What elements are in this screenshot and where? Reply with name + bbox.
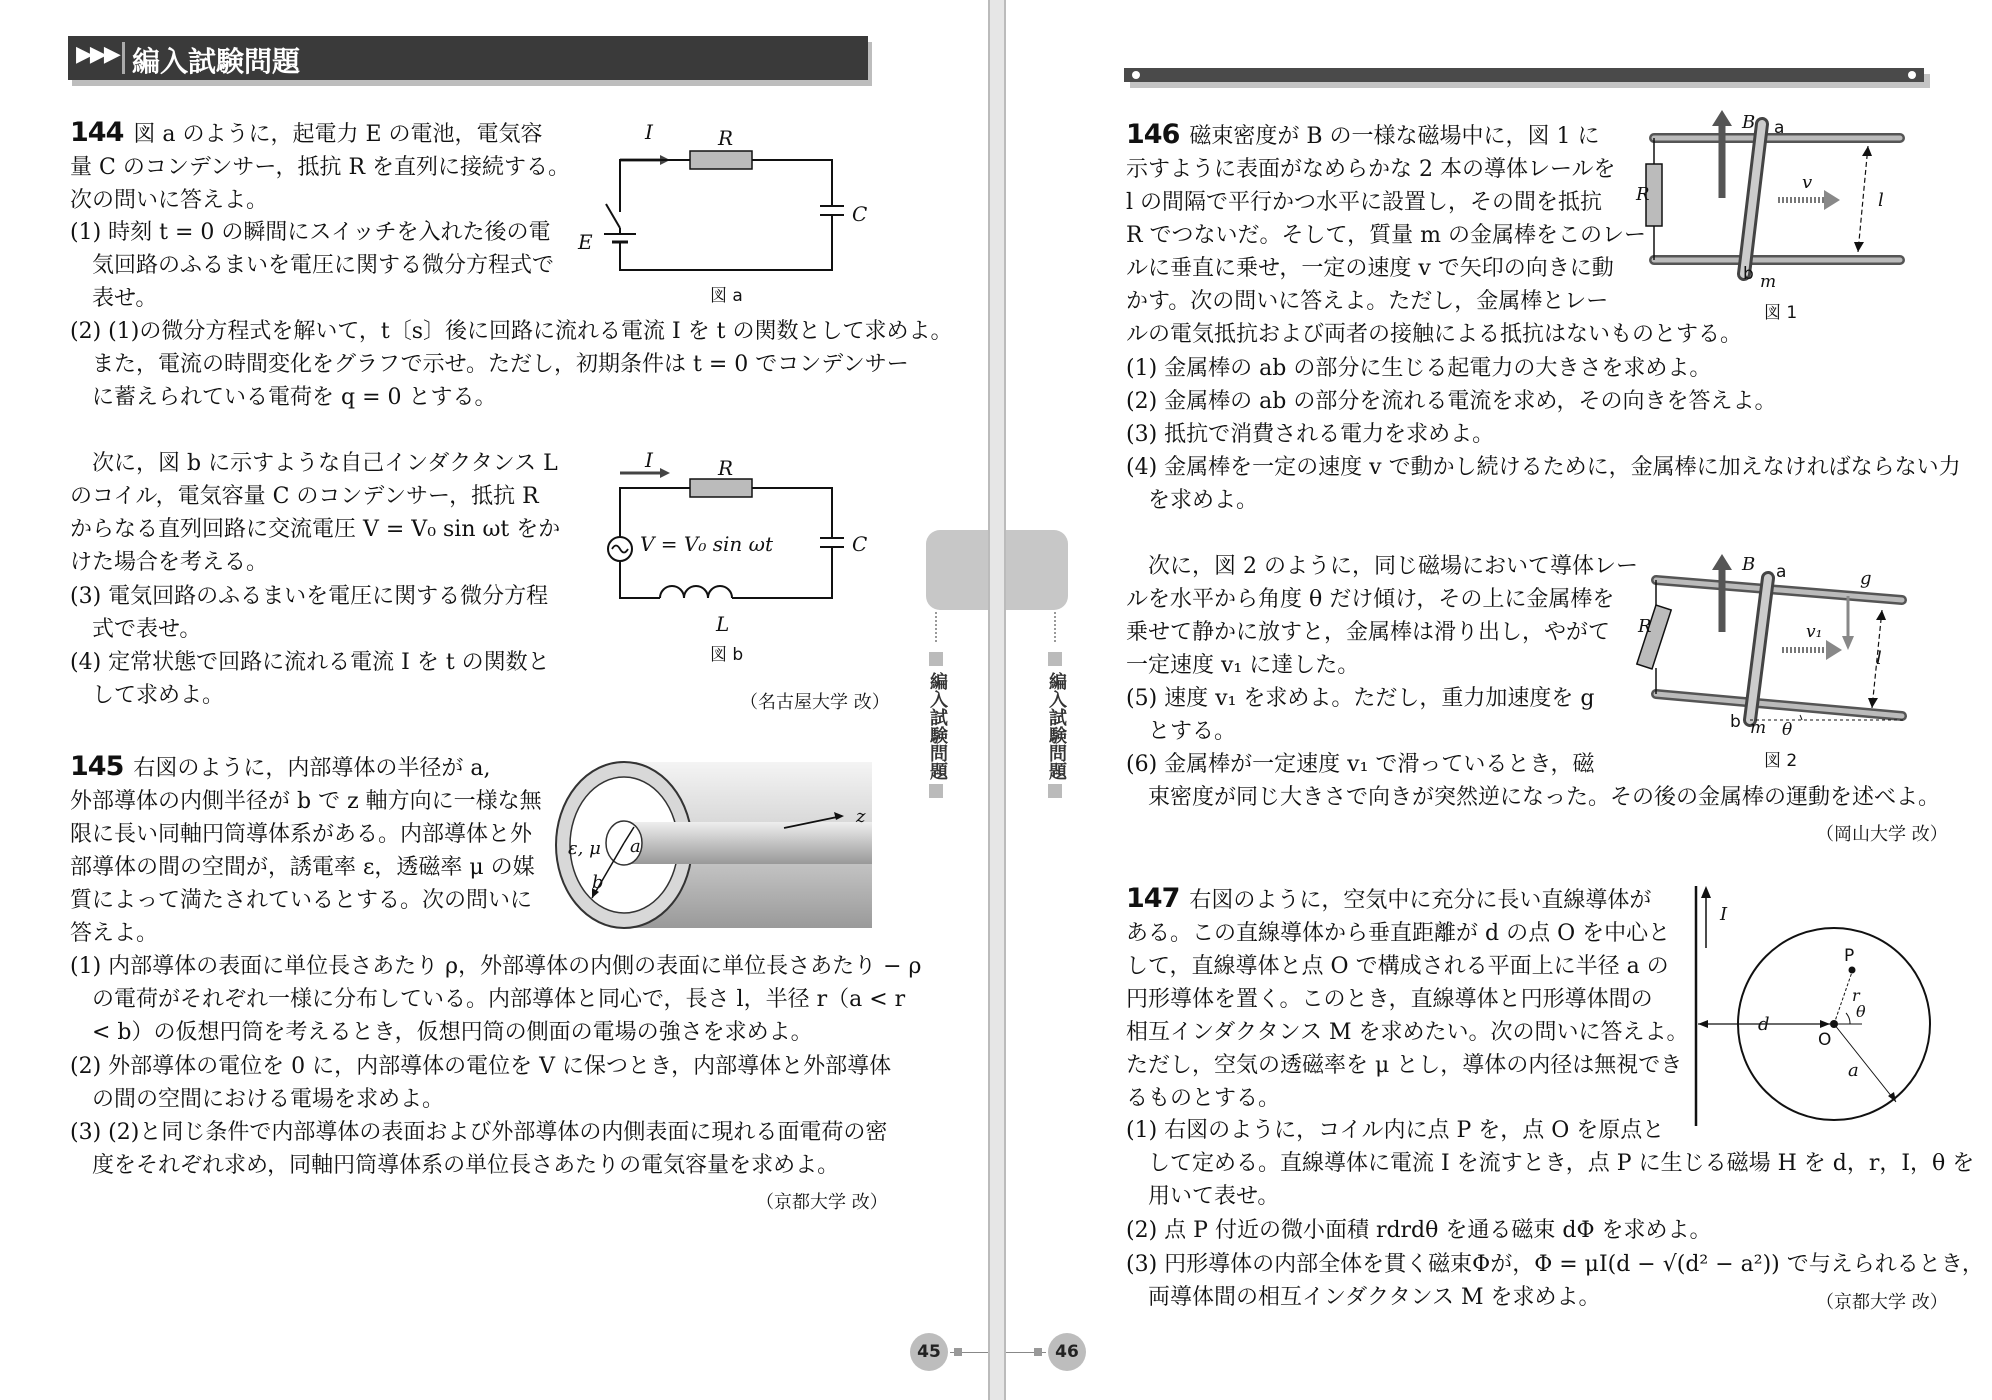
section-title: 編入試験問題 [132, 45, 301, 78]
figure-b-label-L: L [716, 612, 730, 636]
question-147-2: (2) 点 P 付近の微小面積 rdrdθ を通る磁束 dΦ を求めよ。 [1126, 1218, 1712, 1243]
side-tab [926, 530, 988, 610]
source-citation: （岡山大学 改） [1816, 824, 1948, 845]
section-header [68, 36, 868, 84]
question-145-3: (3) (2)と同じ条件で内部導体の表面および外部導体の内側表面に現れる面電荷の密 度をそれぞれ求め，同軸円筒導体系の単位長さあたりの電気容量を求めよ。 [70, 1120, 888, 1178]
source-citation: （京都大学 改） [1816, 1292, 1948, 1313]
question-145-1: (1) 内部導体の表面に単位長さあたり ρ，外部導体の内側の表面に単位長さあたり − ρ の電荷がそれぞれ一様に分布している。内部導体と同心で，長さ l，半径 r（a < r < b）の仮想円筒を考えるとき，仮想円筒の側面の電場の強さを求めよ。 [70, 954, 922, 1045]
source-citation: （京都大学 改） [756, 1192, 888, 1213]
fig2-label-l: l [1876, 648, 1882, 669]
problem-145-intro: 145 右図のように，内部導体の半径が a, 外部導体の内側半径が b で z 軸方向に一様な無 限に長い同軸円筒導体系がある。内部導体と外 部導体の間の空間が，誘電率 ε，透磁率 μ の媒 質によって満たされているとする。次の問いに 答えよ。 [70, 751, 542, 946]
problem-number: 144 [70, 117, 124, 148]
fig2-label-theta: θ [1782, 720, 1793, 740]
problem-number: 146 [1126, 119, 1180, 150]
page-number: 45 [910, 1333, 948, 1371]
question-144-4: (4) 定常状態で回路に流れる電流 I を t の関数と して求めよ。 [70, 650, 550, 708]
problem-144-para2: 次に，図 b に示すような自己インダクタンス L のコイル，電気容量 C のコンデンサー，抵抗 R からなる直列回路に交流電圧 V = V₀ sin ωt をか けた場合を考える。 [70, 451, 561, 575]
fig2-label-B: B [1742, 554, 1756, 575]
side-tab-dots [935, 612, 937, 642]
figure-b-caption: 図 b [710, 645, 744, 665]
fig147-label-O: O [1818, 1030, 1832, 1050]
question-147-3: (3) 円形導体の内部全体を貫く磁束Φが，Φ = μI(d − √(d² − a²)) で与えられるとき， 両導体間の相互インダクタンス M を求めよ。 [1126, 1252, 1984, 1310]
question-144-1: (1) 時刻 t = 0 の瞬間にスイッチを入れた後の電 気回路のふるまいを電圧に関する微分方程式で 表せ。 [70, 220, 555, 311]
fig2-label-g: g [1860, 568, 1872, 589]
source-citation: （名古屋大学 改） [740, 692, 890, 713]
question-144-3: (3) 電気回路のふるまいを電圧に関する微分方程 式で表せ。 [70, 584, 549, 642]
fig2-label-a: a [1776, 562, 1787, 582]
problem-146-para2: 次に，図 2 のように，同じ磁場において導体レー ルを水平から角度 θ だけ傾け，その上に金属棒を 乗せて静かに放すと，金属棒は滑り出し，やがて 一定速度 v₁ に達した。 [1126, 554, 1638, 678]
question-146-6: (6) 金属棒が一定速度 v₁ で滑っているとき，磁 束密度が同じ大きさで向きが突然逆になった。その後の金属棒の運動を述べよ。 [1126, 752, 1941, 810]
side-tab-dots [1054, 612, 1056, 642]
problem-number: 147 [1126, 883, 1180, 914]
figure-b-label-I: I [645, 448, 653, 472]
figure-b-label-C: C [852, 532, 868, 556]
right-page [1004, 0, 1992, 1400]
coax-label-b: b [592, 872, 604, 893]
problem-number: 145 [70, 751, 124, 782]
side-tab-label: 編入試験問題 [1046, 672, 1067, 780]
left-page [0, 0, 990, 1400]
problem-144-intro: 144 図 a のように，起電力 E の電池，電気容 量 C のコンデンサー，抵抗 R を直列に接続する。 次の問いに答えよ。 [70, 117, 571, 213]
figure-2-caption: 図 2 [1764, 751, 1798, 771]
problem-147-intro: 147 右図のように，空気中に充分に長い直線導体が ある。この直線導体から垂直距離が d の点 O を中心と して，直線導体と点 O で構成される平面上に半径 a の 円形導体を置く。このとき，直線導体と円形導体間の 相互インダクタンス M を求めたい。次の問いに答えよ。 ただし，空気の透磁率を μ とし，導体の内径は無視でき るものとする。 [1126, 883, 1689, 1111]
coax-label-z: z [856, 806, 866, 827]
figure-b-label-R: R [718, 456, 734, 480]
coax-label-eps-mu: ε, μ [568, 838, 601, 859]
question-146-5: (5) 速度 v₁ を求めよ。ただし，重力加速度を g とする。 [1126, 686, 1595, 744]
fig1-label-B: B [1742, 112, 1756, 133]
question-144-2: (2) (1)の微分方程式を解いて，t〔s〕後に回路に流れる電流 I を t の関数として求めよ。 また，電流の時間変化をグラフで示せ。ただし，初期条件は t = 0 でコンデンサー に蓄えられている電荷を q = 0 とする。 [70, 319, 953, 410]
questions-146-1-4: (1) 金属棒の ab の部分に生じる起電力の大きさを求めよ。 (2) 金属棒の ab の部分を流れる電流を求め，その向きを答えよ。 (3) 抵抗で消費される電力を求めよ。 (4) 金属棒を一定の速度 v で動かし続けるために，金属棒に加えなければならない力 を求めよ。 [1126, 356, 1961, 513]
fig1-label-b: b [1743, 264, 1754, 284]
fig147-label-P: P [1844, 946, 1855, 966]
header-rule [1124, 68, 1924, 86]
arrows-icon: ▶▶▶ [76, 42, 118, 67]
fig2-label-v1: v₁ [1806, 622, 1823, 642]
figure-a-circuit [570, 118, 860, 308]
coax-label-a: a [630, 836, 641, 857]
side-tab [1006, 530, 1068, 610]
fig2-label-m: m [1750, 718, 1767, 738]
figure-a-label-C: C [852, 202, 868, 226]
question-147-1: (1) 右図のように，コイル内に点 P を，点 O を原点と して定める。直線導体に電流 I を流すとき，点 P に生じる磁場 H を d，r，I，θ を 用いて表せ。 [1126, 1118, 1975, 1209]
fig2-label-b: b [1730, 712, 1741, 732]
fig147-label-I: I [1720, 904, 1728, 925]
figure-b-label-V: V = V₀ sin ωt [640, 532, 773, 556]
side-tab-label: 編入試験問題 [927, 672, 948, 780]
problem-146-intro: 146 磁束密度が B の一様な磁場中に，図 1 に 示すように表面がなめらかな 2 本の導体レールを l の間隔で平行かつ水平に設置し，その間を抵抗 R でつないだ。そして，質量 m の金属棒をこのレー ルに垂直に乗せ，一定の速度 v で矢印の向きに動 かす。次の問いに答えよ。ただし，金属棒とレー ルの電気抵抗および両者の接触による抵抗はないものとする。 [1126, 119, 1743, 347]
question-145-2: (2) 外部導体の電位を 0 に，内部導体の電位を V に保つとき，内部導体と外部導体 の間の空間における電場を求めよ。 [70, 1054, 892, 1112]
fig2-label-R: R [1638, 616, 1652, 637]
fig147-label-d: d [1758, 1014, 1770, 1035]
fig147-label-r: r [1852, 986, 1860, 1005]
fig1-label-a: a [1774, 118, 1785, 138]
fig1-label-v: v [1802, 172, 1813, 193]
fig1-label-m: m [1760, 272, 1777, 292]
fig147-label-a: a [1848, 1060, 1859, 1081]
fig1-label-l: l [1878, 190, 1884, 211]
figure-a-label-R: R [718, 126, 734, 150]
figure-a-caption: 図 a [710, 286, 743, 306]
figure-1-caption: 図 1 [1764, 303, 1798, 323]
fig147-label-theta: θ [1856, 1002, 1866, 1021]
fig1-label-R: R [1636, 184, 1650, 205]
figure-a-label-E: E [578, 230, 593, 254]
figure-a-label-I: I [645, 120, 653, 144]
page-number: 46 [1048, 1333, 1086, 1371]
